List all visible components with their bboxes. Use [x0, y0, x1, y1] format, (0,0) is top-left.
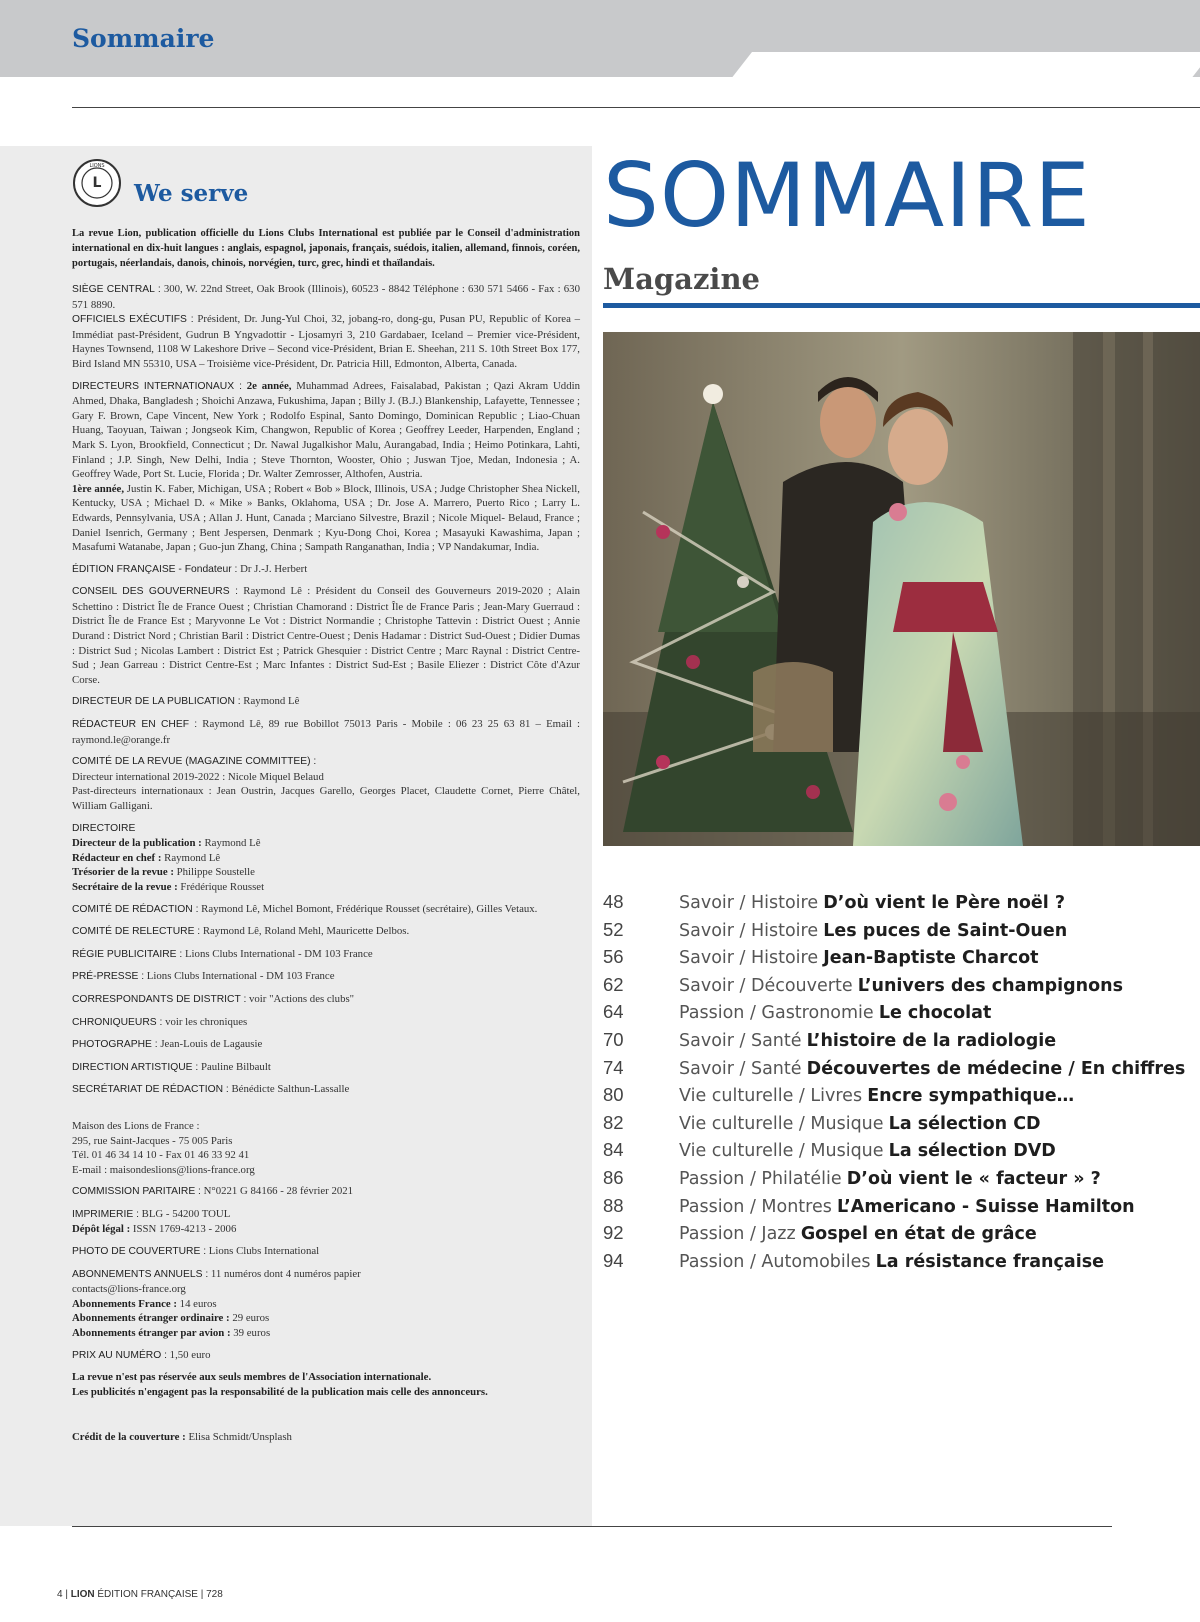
- directeurs-block: DIRECTEURS INTERNATIONAUX : 2e année, Muhammad Adrees, Faisalabad, Pakistan ; Qazi Akram Uddin Ahmed, Dhaka, Bangladesh ; Shoichi Anzawa, Fukushima, Japan ; Billy J. (B.J.) Blankenship, Lafayette, Tennessee ; Gary F. Brown, Cape Vincent, New York ; Rodolfo Espinal, Santo Domingo, Dominican Republic ; Liao-Chuan Huang, Taoyuan, Taiwan ; Jongseok Kim, Changwon, Republic of Korea ; Geoffrey Leeder, Harpenden, England ; Mark S. Lyon, Brookfield, Connecticut ; Dr. Nawal Jugalkishor Malu, Aurangabad, India ; Heimo Potinkara, Lahti, Finland ; J.P. Singh, New Delhi, India ; Steve Thornton, Wooster, Ohio ; Juswan Tjoe, Medan, Indonesia ; A. Geoffrey Wade, Port St. Lucie, Florida ; Dr. Walter Zemrosser, Althofen, Austria.: [72, 379, 581, 481]
- dirpub-block: DIRECTEUR DE LA PUBLICATION : Raymond Lê: [72, 695, 300, 708]
- svg-text:LIONS: LIONS: [89, 163, 105, 169]
- prix-block: PRIX AU NUMÉRO : 1,50 euro: [72, 1348, 211, 1361]
- toc-item[interactable]: 84 Vie culturelle / Musique La sélection DVD: [603, 1139, 1056, 1162]
- commission-block: COMMISSION PARITAIRE : N°0221 G 84166 - 28 février 2021: [72, 1185, 354, 1198]
- toc-item[interactable]: 92 Passion / Jazz Gospel en état de grâce: [603, 1222, 1037, 1245]
- redac-block: RÉDACTEUR EN CHEF : Raymond Lê, 89 rue Bobillot 75013 Paris - Mobile : 06 23 25 63 81 – Email : raymond.le@orange.fr: [72, 718, 580, 746]
- toc-item[interactable]: 86 Passion / Philatélie D’où vient le « facteur » ?: [603, 1166, 1101, 1189]
- toc-item[interactable]: 52 Savoir / Histoire Les puces de Saint-Ouen: [603, 918, 1068, 941]
- toc-item[interactable]: 80 Vie culturelle / Livres Encre sympathique…: [603, 1084, 1075, 1107]
- officiels-block: OFFICIELS EXÉCUTIFS : Président, Dr. Jung-Yul Choi, 32, jobang-ro, dong-gu, Pusan PU, Republic of Korea – Immédiat past-Président, Gudrun B Yngvadottir - Ljosamyri 3, 210 Gardabaer, Iceland – Premier vice-Président, Haynes Townsend, 1108 W Lakeshore Drive – Second vice-Président, Brian E. Sheehan, 211 S. 10th Street Box 177, Bird Island MN 55310, USA – Troisième vice-Président, Dr. Patricia Hill, Edmonton, Alberta, Canada.: [72, 313, 580, 370]
- top-rule: [72, 107, 1200, 108]
- section-rule: [603, 303, 1200, 308]
- toc-item[interactable]: 94 Passion / Automobiles La résistance française: [603, 1249, 1104, 1272]
- disclaimer-block: La revue n'est pas réservée aux seuls membres de l'Association internationale. Les publicités n'engagent pas la responsabilité de la publication mais celle des annonceurs.: [72, 1371, 488, 1398]
- toc-item[interactable]: 56 Savoir / Histoire Jean-Baptiste Charcot: [603, 946, 1039, 969]
- photographe-block: PHOTOGRAPHE : Jean-Louis de Lagausie: [72, 1038, 263, 1051]
- toc-item[interactable]: 70 Savoir / Santé L’histoire de la radiologie: [603, 1028, 1057, 1051]
- relecture-block: COMITÉ DE RELECTURE : Raymond Lê, Roland Mehl, Mauricette Delbos.: [72, 925, 410, 938]
- table-of-contents: [603, 888, 1200, 1274]
- cover-photo: [603, 332, 1200, 846]
- lions-logo-icon: [72, 158, 122, 208]
- svg-text:L: L: [92, 175, 102, 191]
- header-notch: [721, 52, 1200, 92]
- toc-item[interactable]: 88 Passion / Montres L’Americano - Suisse Hamilton: [603, 1194, 1135, 1217]
- masthead-panel: [0, 146, 592, 1526]
- masthead-body: [72, 282, 580, 1452]
- masthead-intro: La revue Lion, publication officielle du Lions Clubs International est publiée par le Conseil d'administration international en dix-huit langues : anglais, espagnol, japonais, français, suédois, italien, allemand, finnois, coréen, portugais, néerlandais, danois, chinois, norvégien, turc, grec, hindi et thaïlandais.: [72, 228, 580, 269]
- regie-block: RÉGIE PUBLICITAIRE : Lions Clubs International - DM 103 France: [72, 947, 373, 960]
- vintage-couple-christmas-tree-image: [603, 332, 1200, 846]
- prepresse-block: PRÉ-PRESSE : Lions Clubs International - DM 103 France: [72, 970, 335, 983]
- secr-block: SECRÉTARIAT DE RÉDACTION : Bénédicte Salthun-Lassalle: [72, 1083, 350, 1096]
- maison-block: Maison des Lions de France : 295, rue Saint-Jacques - 75 005 Paris Tél. 01 46 34 14 10 - Fax 01 46 33 92 41 E-mail : maisondeslions@lions-france.org: [72, 1119, 255, 1176]
- toc-item[interactable]: 74 Savoir / Santé Découvertes de médecine / En chiffres: [603, 1056, 1186, 1079]
- chron-block: CHRONIQUEURS : voir les chroniques: [72, 1015, 248, 1028]
- page-title: SOMMAIRE: [603, 144, 1091, 247]
- comite-block: COMITÉ DE LA REVUE (MAGAZINE COMMITTEE) : Directeur international 2019-2022 : Nicole Miquel Belaud Past-directeurs internationaux : Jean Oustrin, Jacques Garello, Georges Placet, Claudette Cornet, Pierre Châtel, William Galligani.: [72, 756, 580, 812]
- corresp-block: CORRESPONDANTS DE DISTRICT : voir "Actions des clubs": [72, 992, 355, 1005]
- credit-block: Crédit de la couverture : Elisa Schmidt/Unsplash: [72, 1431, 292, 1444]
- toc-item[interactable]: 62 Savoir / Découverte L’univers des champignons: [603, 973, 1124, 996]
- section-label: Magazine: [603, 262, 760, 296]
- abonnements-block: ABONNEMENTS ANNUELS : 11 numéros dont 4 numéros papier contacts@lions-france.org Abonnements France : 14 euros Abonnements étranger ordinaire : 29 euros Abonnements étranger par avion : 39 euros: [72, 1267, 361, 1340]
- directoire-block: DIRECTOIRE Directeur de la publication : Raymond Lê Rédacteur en chef : Raymond Lê Trésorier de la revue : Philippe Soustelle Secrétaire de la revue : Frédérique Rousset: [72, 822, 265, 893]
- da-block: DIRECTION ARTISTIQUE : Pauline Bilbault: [72, 1060, 271, 1073]
- couverture-block: PHOTO DE COUVERTURE : Lions Clubs International: [72, 1245, 320, 1258]
- toc-item[interactable]: 48 Savoir / Histoire D’où vient le Père noël ?: [603, 891, 1066, 913]
- bottom-rule: [72, 1526, 1112, 1527]
- directeurs-1re-block: 1ère année, Justin K. Faber, Michigan, USA ; Robert « Bob » Block, Illinois, USA ; Judge Christopher Shea Nickell, Kentucky, USA ; Michael D. « Mike » Banks, Oklahoma, USA ; Dr. Jose A. Marrero, Puerto Rico ; Larry L. Edwards, Pennsylvania, USA ; Allan J. Hunt, Canada ; Marciano Silvestre, Brazil ; Nicole Miquel- Belaud, France ; Daniel Isenrich, Germany ; Bent Jespersen, Denmark ; Kyu-Dong Choi, Korea ; Masayuki Kawashima, Japan ; Masafumi Watanabe, Japan ; Guo-jun Zhang, China ; Sampath Ranganathan, India ; VP Nandakumar, India.: [72, 482, 580, 554]
- imprimerie-block: IMPRIMERIE : BLG - 54200 TOUL Dépôt légal : ISSN 1769-4213 - 2006: [72, 1207, 237, 1236]
- page-footer: 4 | LION ÉDITION FRANÇAISE | 728: [57, 1589, 223, 1600]
- toc-item[interactable]: 64 Passion / Gastronomie Le chocolat: [603, 1001, 992, 1024]
- header-title: Sommaire: [72, 24, 215, 53]
- conseil-block: CONSEIL DES GOUVERNEURS : Raymond Lê : Président du Conseil des Gouverneurs 2019-2020 ; Alain Schettino : District Île de France Ouest ; Christian Chamorand : District Île de France Paris ; Jean-Mary Guerraud : District Île de France Est ; Maryvonne Le Vot : District Normandie ; Christophe Tattevin : District Ouest ; Annie Durand : District Nord ; Christian Baril : District Centre-Ouest ; Denis Hadamar : District Sud-Ouest ; Didier Dumas : District Sud ; Nicolas Lambert : District Est ; Patrick Ghesquier : District Centre ; Marc Raynal : District Centre-Sud ; Jean Garreau : District Centre-Est ; Marc Infantes : District Sud-Est ; Basile Eliezer : District Côte d'Azur Corse.: [72, 585, 580, 686]
- comred-block: COMITÉ DE RÉDACTION : Raymond Lê, Michel Bomont, Frédérique Rousset (secrétaire), Gilles Vetaux.: [72, 902, 538, 915]
- brand-slogan: We serve: [134, 180, 249, 207]
- edition-block: ÉDITION FRANÇAISE - Fondateur : Dr J.-J. Herbert: [72, 562, 308, 575]
- toc-item[interactable]: 82 Vie culturelle / Musique La sélection CD: [603, 1111, 1041, 1134]
- siege-block: SIÈGE CENTRAL : 300, W. 22nd Street, Oak Brook (Illinois), 60523 - 8842 Téléphone : 630 571 5466 - Fax : 630 571 8890.: [72, 283, 580, 311]
